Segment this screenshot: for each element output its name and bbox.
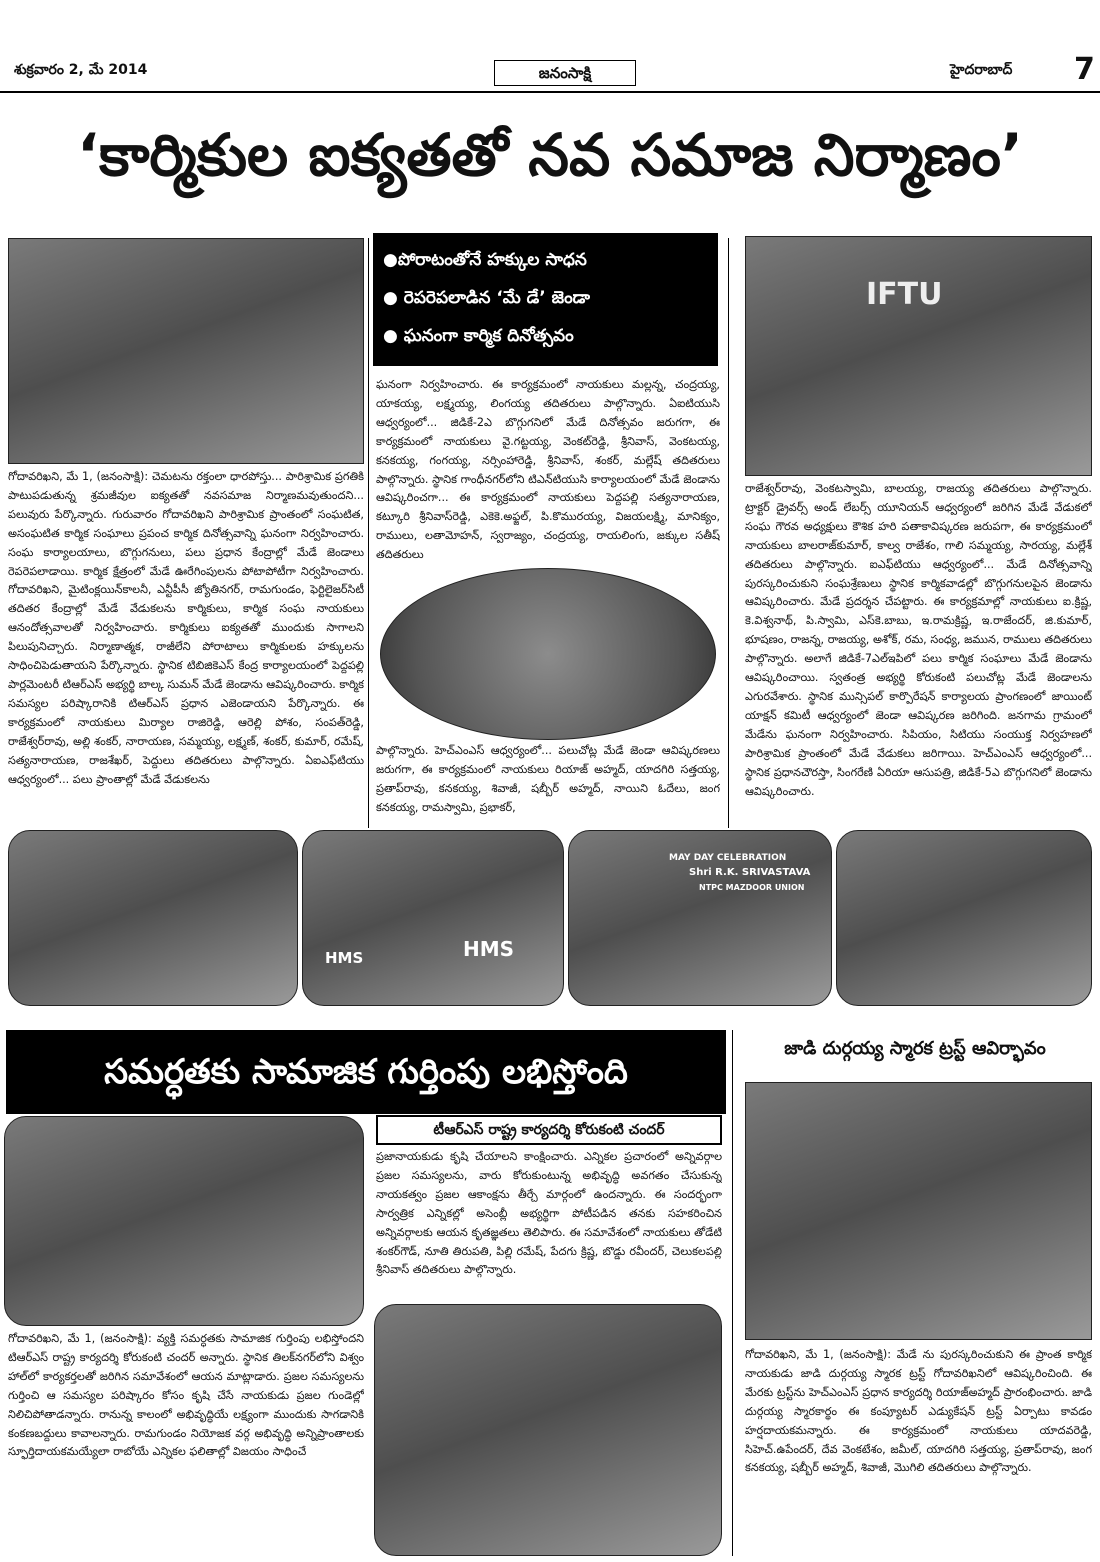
column-divider bbox=[728, 238, 729, 828]
edition-city: హైదరాబాద్ bbox=[950, 62, 1013, 78]
masthead-rule bbox=[0, 91, 1100, 93]
photo-hms-label-2: HMS bbox=[463, 937, 515, 961]
newspaper-logo: జనంసాక్షి bbox=[494, 60, 636, 86]
photo-flag-hoisting-oval bbox=[380, 568, 716, 740]
article1-column-2b: పాల్గొన్నారు. హెచ్ఎంఎస్ ఆధ్వర్యంలో... పలుచోట్ల మేడే జెండా ఆవిష్కరణలు జరుగగా, ఈ కార్యక్రమంలో నాయకులు రియాజ్ అహ్మద్, యాదగిరి సత్తయ్య, ప్రతాప్‌రావు, కనకయ్య, శివాజీ, షబ్బీర్ అహ్మద్, నాయిని ఓదేలు, జంగ కనకయ్య, రామస్వామి, ప్రభాకర్, bbox=[376, 744, 720, 814]
highlights-box bbox=[373, 233, 718, 366]
photo-audience bbox=[374, 1304, 722, 1556]
page-number: 7 bbox=[1074, 52, 1095, 87]
column-divider bbox=[732, 1030, 733, 1556]
issue-date: శుక్రవారం 2, మే 2014 bbox=[14, 62, 148, 78]
article1-column-3: రాజేశ్వర్‌రావు, వెంకటస్వామి, బాలయ్య, రాజయ్య తదితరులు పాల్గొన్నారు. ట్రాక్టర్ డ్రైవర్స్ అండ్ లేబర్స్ యూనియన్ ఆధ్వర్యంలో జరిగిన మేడే వేడుకలో సంఘ గౌరవ అధ్యక్షులు కౌశిక హరి పతాకావిష్కరణ జరుపగా, ఈ కార్యక్రమంలో నాయకులు బాలరాజ్‌కుమార్, కాల్వ రాజేశం, గాలి సమ్మయ్య, సారయ్య, మల్లేశ్ తదితరులు పాల్గొన్నారు. ఐఎఫ్‌టియు ఆధ్వర్యంలో... మేడే దినోత్సవాన్ని పురస్కరించుకుని సంఘశ్రేణులు స్థానిక కార్మికవాడల్లో బొగ్గుగనులపైన జెండాను ఆవిష్కరించారు. మేడే ప్రదర్శన చేపట్టారు. ఈ కార్యక్రమాల్లో నాయకులు ఐ.క్రిష్ణ, కె.విశ్వనాథ్, పి.స్వామి, ఎస్‌కె.బాబు, ఇ.రామక్రిష్ణ, ఇ.రాజేందర్, జి.కుమార్, భూషణం, రాజన్న, రాజయ్య, అశోక్, రమ, సంధ్య, జమున, రాములు తదితరులు పాల్గొన్నారు. అలాగే జిడికే-7ఎల్ఇపిలో పలు కార్మిక సంఘాలు మేడే జెండాను ఆవిష్కరించాయి. స్వతంత్ర అభ్యర్థి కోరుకంటి పలుచోట్ల మేడే జెండాలను ఎగురవేశారు. స్థానిక మున్సిపల్ కార్పొరేషన్ కార్యాలయ ప్రాంగణంలో జాయింట్ యాక్షన్ కమిటీ ఆధ్వర్యంలో జెండా ఆవిష్కరణ జరిగింది. జనగామ గ్రామంలో మేడేను ఘనంగా నిర్వహించారు. సిపియం, సిటియు సంయుక్త నిర్వహణలో పారిశ్రామిక ప్రాంతంలో మేడే వేడుకలు జరిగాయి. హెచ్ఎంఎస్ ఆధ్వర్యంలో... స్థానిక ప్రధానచౌరస్తా, సింగరేణి ఏరియా ఆసుపత్రి, జిడికే-5ఎ బొగ్గుగనిలో జెండాను ఆవిష్కరించారు. bbox=[745, 482, 1092, 798]
article3-headline: జాడి దుర్గయ్య స్మారక ట్రస్ట్ ఆవిర్భావం bbox=[784, 1038, 1046, 1059]
photo-trs-meeting bbox=[4, 1116, 364, 1326]
photo-stage-meeting bbox=[8, 238, 364, 464]
photo-iftu-rally bbox=[745, 236, 1092, 476]
main-headline: ‘కార్మికుల ఐక్యతతో నవ సమాజ నిర్మాణం’ bbox=[77, 121, 1023, 189]
banner-union-text: NTPC MAZDOOR UNION bbox=[699, 883, 805, 892]
photo-trust-inauguration bbox=[745, 1082, 1092, 1340]
photo-iftu-label: IFTU bbox=[866, 277, 943, 312]
article2-column-2: ప్రజానాయకుడు కృషి చేయాలని కాంక్షించారు. ఎన్నికల ప్రచారంలో అన్నివర్గాల ప్రజల సమస్యలను, వారు కోరుకుంటున్న అభివృద్ధి అవగతం చేసుకున్న నాయకత్వం ప్రజల ఆకాంక్షను తీర్చే మార్గంలో ఉందన్నారు. ఈ సందర్భంగా సార్వత్రిక ఎన్నికల్లో అసెంబ్లీ అభ్యర్థిగా పోటీపడిన తనకు సహకరించిన అన్నివర్గాలకు ఆయన కృతజ్ఞతలు తెలిపారు. ఈ సమావేశంలో నాయకులు తోడేటి శంకర్‌గౌడ్, నూతి తిరుపతి, పిల్లి రమేష్, పేదగు క్రిష్ణ, బొడ్డు రవీందర్, చెలుకలపల్లి శ్రీనివాస్ తదితరులు పాల్గొన్నారు. bbox=[376, 1150, 722, 1277]
article2-subhead: టీఆర్ఎస్ రాష్ట్ర కార్యదర్శి కోరుకంటి చందర్ bbox=[376, 1115, 722, 1145]
article2-column-1: గోదావరిఖని, మే 1, (జనంసాక్షి): వ్యక్తి సమర్ధతకు సామాజిక గుర్తింపు లభిస్తోందని టిఆర్ఎస్ రాష్ట్ర కార్యదర్శి కోరుకంటి చందర్ అన్నారు. స్థానిక తిలక్‌నగర్‌లోని విశ్వం హాల్‌లో కార్యకర్తలతో జరిగిన సమావేశంలో ఆయన మాట్లాడారు. ప్రజల సమస్యలను గుర్తించి ఆ సమస్యల పరిష్కారం కోసం కృషి చేసే నాయకుడు ప్రజల గుండెల్లో నిలిచిపోతాడన్నారు. రానున్న కాలంలో అభివృద్ధియే లక్ష్యంగా ముందుకు సాగడానికి కంకణబద్దులు కావాలన్నారు. రామగుండం నియోజక వర్గ అభివృద్ధి అన్నిప్రాంతాలకు స్ఫూర్తిదాయకమయ్యేలా రాబోయే ఎన్నికల ఫలితాల్లో విజయం సాధించే bbox=[8, 1332, 364, 1459]
article2-headline: సమర్ధతకు సామాజిక గుర్తింపు లభిస్తోంది bbox=[6, 1030, 726, 1114]
article1-column-2a: ఘనంగా నిర్వహించారు. ఈ కార్యక్రమంలో నాయకులు మల్లన్న, చంద్రయ్య, యాకయ్య, లక్ష్మయ్య, లింగయ్య తదితరులు పాల్గొన్నారు. ఏఐటియుసి ఆధ్వర్యంలో... జిడికే-2ఎ బొగ్గుగనిలో మేడే దినోత్సవం జరుగగా, ఈ కార్యక్రమంలో నాయకులు వై.గట్టయ్య, వెంకట్‌రెడ్డి, శ్రీనివాస్, వెంకటయ్య, కనకయ్య, గంగయ్య, నర్సింహారెడ్డి, శ్రీనివాస్, శంకర్, మల్లేష్ తదితరులు పాల్గొన్నారు. స్థానిక గాంధీనగర్‌లోని టిఎన్‌టియుసి కార్యాలయంలో మేడే జెండాను ఆవిష్కరించగా... ఈ కార్యక్రమంలో నాయకులు పెద్దపల్లి సత్యనారాయణ, కట్కూరి శ్రీనివాస్‌రెడ్డి, ఎకెకె.అఫ్జల్, పి.కొమురయ్య, విజయలక్ష్మి, మానిక్యం, రాములు, లతామోహన్, స్వరాజ్యం, చంద్రయ్య, రాయలింగు, జక్కుల సతీష్ తదితరులు bbox=[376, 378, 720, 562]
banner-name-text: Shri R.K. SRIVASTAVA bbox=[689, 867, 811, 878]
article1-column-1: గోదావరిఖని, మే 1, (జనంసాక్షి): చెమటను రక్తంలా ధారపోస్తు... పారిశ్రామిక ప్రగతికి పాటుపడుతున్న శ్రమజీవుల ఐక్యతతో నవసమాజ నిర్మాణమవుతుందని... పలువురు పేర్కొన్నారు. గురువారం గోదావరిఖని పారిశ్రామిక ప్రాంతంలో సంఘటిత, అసంఘటిత కార్మిక సంఘాలు ప్రపంచ కార్మిక దినోత్సవాన్ని ఘనంగా నిర్వహించారు. సంఘ కార్యాలయాలు, బొగ్గుగనులు, పలు ప్రధాన కేంద్రాల్లో మేడే జెండాలు రెపరెపలాడాయి. కార్మిక క్షేత్రంలో మేడే ఊరేగింపులను పోటాపోటీగా నిర్వహించారు. గోదావరిఖని, మైటింక్లయిన్‌కాలనీ, ఎన్టీపీసీ జ్యోతినగర్, రామగుండం, ఫెర్టిలైజర్‌సిటీ తదితర కేంద్రాల్లో మేడే వేడుకలను కార్మికులు, కార్మిక సంఘ నాయకులు ఆనందోత్సవాలతో నిర్వహించారు. కార్మికులు ఐక్యతతో ముందుకు సాగాలని పిలుపునిచ్చారు. నిర్మాణాత్మక, రాజీలేని పోరాటాలు కార్మికులకు హక్కులను సాధించిపెడుతాయని పేర్కొన్నారు. స్థానిక టిబిజికెఎస్ కేంద్ర కార్యాలయంలో పెద్దపల్లి పార్లమెంటరీ టిఆర్ఎస్ అభ్యర్థి బాల్క సుమన్ మేడే జెండాను ఆవిష్కరించారు. కార్మిక సమస్యల పరిష్కారానికి టిఆర్ఎస్ ప్రధాన ఎజెండాయని పేర్కొన్నారు. ఈ కార్యక్రమంలో నాయకులు మిర్యాల రాజిరెడ్డి, ఆరెల్లి పోశం, సంపత్‌రెడ్డి, రాజేశ్వర్‌రావు, అల్లి శంకర్, నారాయణ, సమ్మయ్య, లక్ష్మణ్, శంకర్, కుమార్, రమేష్, సత్యనారాయణ, రాజశేఖర్, పెద్దులు తదితరులు పాల్గొన్నారు. ఏఐఎఫ్‌టియు ఆధ్వర్యంలో... పలు ప్రాంతాల్లో మేడే వేడుకలను bbox=[8, 470, 364, 786]
highlight-3: ● ఘనంగా కార్మిక దినోత్సవం bbox=[383, 326, 574, 346]
highlight-1: ●పోరాటంతోనే హక్కుల సాధన bbox=[383, 250, 587, 270]
photo-strip-1 bbox=[8, 830, 298, 1006]
highlight-2: ● రెపరెపలాడిన ‘మే డే’ జెండా bbox=[383, 288, 591, 308]
article3-body: గోదావరిఖని, మే 1, (జనంసాక్షి): మేడే ను పురస్కరించుకుని ఈ ప్రాంత కార్మిక నాయకుడు జాడి దుర్గయ్య స్మారక ట్రస్ట్ గోదావరిఖనిలో ఆవిష్కరించింది. ఈ మేరకు ట్రస్ట్‌ను హెచ్ఎంఎస్ ప్రధాన కార్యదర్శి రియాజ్‌అహ్మద్ ప్రారంభించారు. జాడి దుర్గయ్య స్మారకార్థం ఈ కంప్యూటర్ ఎడ్యుకేషన్ ట్రస్ట్ ఏర్పాటు కావడం హర్షదాయకమన్నారు. ఈ కార్యక్రమంలో నాయకులు యాదవరెడ్డి, సిహెచ్.ఉపేందర్, దేవ వెంకటేశం, జమీల్, యాదగిరి సత్తయ్య, ప్రతాప్‌రావు, జంగ కనకయ్య, షబ్బీర్ అహ్మద్, శివాజీ, మొగిలి తదితరులు పాల్గొన్నారు. bbox=[745, 1348, 1092, 1475]
masthead bbox=[0, 0, 1100, 92]
photo-strip-3 bbox=[568, 830, 832, 1006]
column-divider bbox=[368, 238, 369, 828]
banner-top-text: MAY DAY CELEBRATION bbox=[669, 853, 787, 863]
photo-hms-label-1: HMS bbox=[325, 949, 364, 967]
photo-strip-2 bbox=[302, 830, 564, 1006]
photo-strip-4 bbox=[836, 830, 1092, 1006]
